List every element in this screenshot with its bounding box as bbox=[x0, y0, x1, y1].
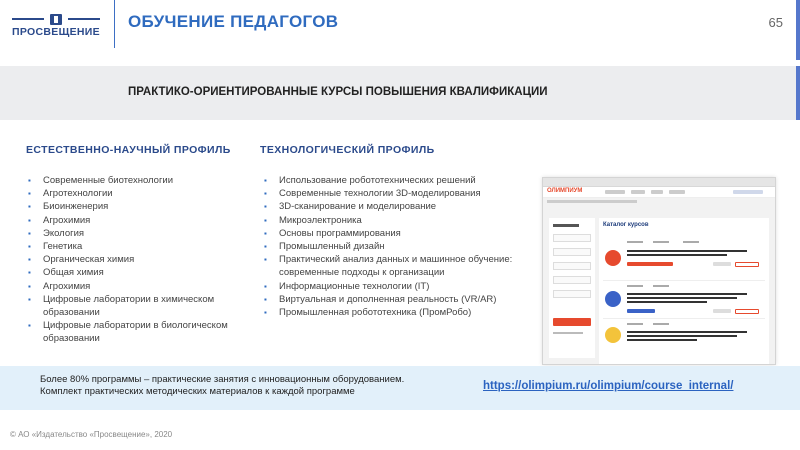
list-item: ▪ Органическая химия bbox=[26, 253, 241, 266]
program-note bbox=[40, 374, 404, 398]
site-logo: ОЛИМПИУМ bbox=[547, 188, 583, 194]
list-item: ▪ Основы программирования bbox=[262, 227, 532, 240]
list-item: ▪ Генетика bbox=[26, 240, 241, 253]
natural-science-list bbox=[26, 174, 241, 346]
list-item: ▪ 3D-сканирование и моделирование bbox=[262, 200, 532, 213]
apply-filter-button bbox=[553, 318, 591, 326]
list-item: ▪ Промышленный дизайн bbox=[262, 240, 532, 253]
list-item: ▪ Общая химия bbox=[26, 266, 241, 279]
list-item: ▪ Практический анализ данных и машинное обучение: современные подходы к организации bbox=[262, 253, 532, 279]
course-card bbox=[603, 280, 765, 317]
page-title: ОБУЧЕНИЕ ПЕДАГОГОВ bbox=[128, 12, 339, 31]
browser-bar bbox=[543, 178, 775, 187]
list-item: ▪ Биоинженерия bbox=[26, 200, 241, 213]
list-item: ▪ Агротехнологии bbox=[26, 187, 241, 200]
site-nav bbox=[543, 187, 775, 198]
filter-sidebar bbox=[549, 218, 595, 358]
list-item: ▪ Современные биотехнологии bbox=[26, 174, 241, 187]
course-card bbox=[603, 238, 765, 278]
header-divider bbox=[114, 0, 115, 48]
list-item: ▪ Экология bbox=[26, 227, 241, 240]
catalog-title: Каталог курсов bbox=[603, 222, 649, 228]
prosveshchenie-logo bbox=[10, 12, 102, 42]
banner-accent-bar bbox=[796, 66, 800, 120]
page-number: 65 bbox=[768, 15, 783, 30]
copyright: © АО «Издательство «Просвещение», 2020 bbox=[10, 430, 173, 439]
header-accent-bar bbox=[796, 0, 800, 60]
course-icon bbox=[605, 327, 621, 343]
logo-emblem-icon bbox=[10, 14, 102, 24]
list-item: ▪ Современные технологии 3D-моделирования bbox=[262, 187, 532, 200]
logo-text: ПРОСВЕЩЕНИЕ bbox=[12, 26, 100, 38]
course-icon bbox=[605, 250, 621, 266]
technology-heading: ТЕХНОЛОГИЧЕСКИЙ ПРОФИЛЬ bbox=[260, 144, 435, 156]
course-card bbox=[603, 318, 765, 359]
list-item: ▪ Виртуальная и дополненная реальность (VR/AR) bbox=[262, 293, 532, 306]
note-line-2: Комплект практических методических материалов к каждой программе bbox=[40, 386, 355, 397]
list-item: ▪ Цифровые лаборатории в химическом образовании bbox=[26, 293, 241, 319]
course-link[interactable]: https://olimpium.ru/olimpium/course_internal/ bbox=[483, 380, 734, 392]
catalog-main bbox=[599, 218, 769, 364]
list-item: ▪ Использование робототехнических решений bbox=[262, 174, 532, 187]
list-item: ▪ Агрохимия bbox=[26, 280, 241, 293]
breadcrumb bbox=[547, 200, 637, 203]
technology-list bbox=[262, 174, 532, 319]
list-item: ▪ Микроэлектроника bbox=[262, 214, 532, 227]
natural-science-heading: ЕСТЕСТВЕННО-НАУЧНЫЙ ПРОФИЛЬ bbox=[26, 144, 231, 156]
list-item: ▪ Информационные технологии (IT) bbox=[262, 280, 532, 293]
list-item: ▪ Промышленная робототехника (ПромРобо) bbox=[262, 306, 532, 319]
course-catalog-screenshot bbox=[542, 177, 776, 365]
course-icon bbox=[605, 291, 621, 307]
list-item: ▪ Цифровые лаборатории в биологическом образовании bbox=[26, 319, 241, 345]
list-item: ▪ Агрохимия bbox=[26, 214, 241, 227]
banner-title: ПРАКТИКО-ОРИЕНТИРОВАННЫЕ КУРСЫ ПОВЫШЕНИЯ КВАЛИФИКАЦИИ bbox=[128, 86, 548, 98]
note-line-1: Более 80% программы – практические занятия с инновационным оборудованием. bbox=[40, 374, 405, 385]
